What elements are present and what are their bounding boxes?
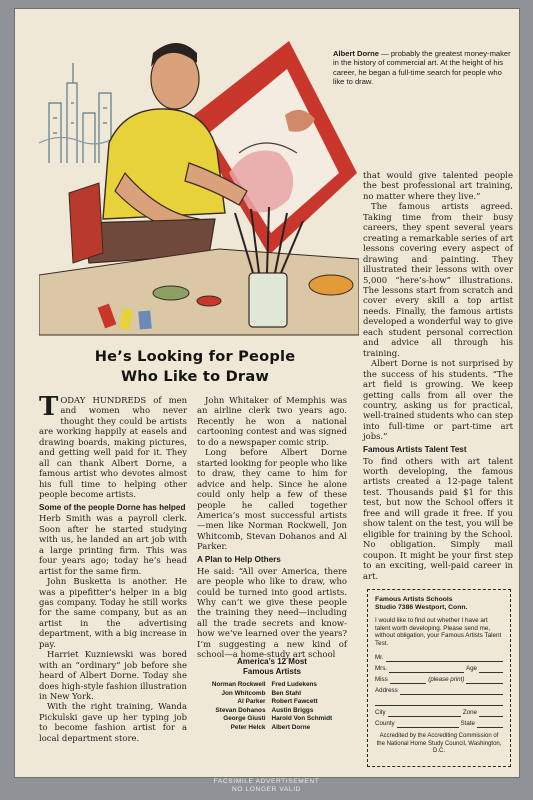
artist-name: Stevan Dohanos [215,706,266,714]
famous-right-column [272,681,333,733]
drop-cap: T [39,392,59,422]
famous-artists-list [197,657,347,733]
famous-left-column [212,681,266,733]
label-address: Address [375,687,398,694]
artist-name: George Giusti [223,715,266,723]
label-zone: Zone [462,709,477,716]
col1-paragraph-2: Herb Smith was a payroll clerk. Soon after he started studying with us, he landed an art job with a large printing firm. This was four years ago; today he’s head artist for the same firm. [39,513,187,576]
artist-name: Harold Von Schmidt [271,715,333,723]
col3-paragraph-1: that would give talented people the best professional art training, no matter where they live.” [363,170,513,201]
artist-name: Jon Whitcomb [221,689,266,697]
col1-p1-text: of men and women who never thought they could be artists are working happily at easels and drawing boards, making pictures, and getting well paid for it. They all can thank Albert Dorne, a famous artist who devotes almost his full time to helping other people become artists. [39,395,188,500]
mrs-line[interactable] [389,671,464,673]
col3-paragraph-4: To find others with art talent worth developing, the famous artists created a 12-page talent test. Thousands paid $1 for this test, but now the School offers it free and will grade it free. If you show talent on the test, you will be eligible for training by the School. No obligation. Simply mail coupon. It might be your first step to an exciting, well-paid career in art. [363,455,513,581]
label-age: Age [465,665,477,672]
label-county: County [375,720,395,727]
famous-artists-names [197,681,347,733]
column-3 [363,170,513,581]
illustration-caption [333,49,513,87]
headline [39,347,351,387]
col1-paragraph-4: Harriet Kuzniewski was bored with an “ordinary” job before she heard of Albert Dorne. Today she does high-style fashion illustration in New York. [39,649,187,702]
famous-title-line-2: Famous Artists [243,667,301,676]
coupon-title-line-1: Famous Artists Schools [375,596,453,603]
coupon-form [375,651,503,728]
column-1 [39,392,188,743]
col2-paragraph-1: John Whitaker of Memphis was an airline clerk two years ago. Recently he won a national cartooning contest and was signed to do a newspaper comic strip. [197,395,347,447]
artist-name: Norman Rockwell [211,681,266,688]
label-mrs: Mrs. [375,665,388,672]
artist-name: Austin Briggs [271,706,314,714]
col3-paragraph-2: The famous artists agreed. Taking time from their busy careers, they spent several years creating a remarkable series of art lessons covering every aspect of drawing and painting. They illustrated their lessons with over 5,000 “here’s-how” illustrations. The lessons start from scratch and cover every skill a top artist needs. Finally, the famous artists developed a wonderful way to give each student personal correction and advice all through his training. [363,201,513,358]
label-miss: Miss [375,676,388,683]
col2-subheading: A Plan to Help Others [197,554,281,564]
label-please-print: (please print) [428,676,465,683]
col1-lead: ODAY HUNDREDS [60,395,147,405]
coupon-county-row[interactable] [375,717,503,728]
caption-name: Albert Dorne [333,49,379,58]
col3-subheading: Famous Artists Talent Test [363,444,467,454]
coupon-title-line-2: Studio 7386 Westport, Conn. [375,604,468,612]
coupon-name-row[interactable] [375,651,503,662]
famous-title-line-1: America’s 12 Most [237,657,307,666]
illustration-artist-at-easel [39,23,359,343]
artist-name: Robert Fawcett [271,698,318,706]
col3-paragraph-3: Albert Dorne is not surprised by the success of his students. “The art field is growing. We keep getting calls from all over the country, asking us for practical, well-trained students who can step into full-time or part-time art jobs.” [363,358,513,442]
label-state: State [460,720,475,727]
col2-paragraph-3: He said: “All over America, there are people who like to draw, who could be turned into good artists. Why can’t we give these people the training they need—including all the trade secrets and know-how we’ve learned over the years? I’m suggesting a new kind of school—a home-study art school [197,565,347,660]
mail-coupon[interactable] [367,589,511,767]
headline-line-1: He’s Looking for People [94,348,296,365]
county-line[interactable] [397,726,459,728]
col1-paragraph-5: With the right training, Wanda Pickulski gave up her typing job to become fashion artist for a local department store. [39,701,187,743]
miss-line-2[interactable] [466,682,503,684]
artist-name: Al Parker [237,698,266,706]
zone-line[interactable] [479,715,503,717]
col1-subheading: Some of the people Dorne has helped [39,502,186,512]
label-mr: Mr. [375,654,384,661]
facsimile-notice [0,778,533,794]
address-line[interactable] [400,693,503,695]
coupon-city-row[interactable] [375,706,503,717]
facsimile-line-2: NO LONGER VALID [232,786,301,793]
column-2 [197,395,347,660]
col1-paragraph-1 [39,392,188,500]
caption-text: — probably the greatest money-maker in the history of commercial art. At the height of his career, he began a full-time search for people who like to draw. [333,49,511,87]
artist-name: Fred Ludekens [271,681,317,688]
city-skyline [39,63,119,163]
city-line[interactable] [388,715,461,717]
coupon-address-row[interactable] [375,684,503,695]
state-line[interactable] [477,726,503,728]
artist-name: Ben Stahl [271,689,301,697]
famous-artists-title [197,657,347,677]
col2-paragraph-2: Long before Albert Dorne started looking for people who like to draw, they came to him for advice and help. Since he alone could only help a few of these people he called together America’s most successful artists —men like Norman Rockwell, Jon Whitcomb, Stevan Dohanos and Al Parker. [197,447,347,552]
accreditation-note: Accredited by the Accrediting Commission of the National Home Study Council, Washington, D.C. [376,733,502,755]
artist-name: Albert Dorne [271,723,311,731]
coupon-title [375,596,503,613]
facsimile-line-1: FACSIMILE ADVERTISEMENT [213,778,320,785]
col1-paragraph-3: John Busketta is another. He was a pipefitter’s helper in a big gas company. Today he still works for the same company, but as an artist in the advertising department, with a big increase in pay. [39,576,187,649]
address-line-2[interactable] [375,704,503,706]
coupon-body: I would like to find out whether I have art talent worth developing. Please send me, without obligation, your Famous Artists Talent Test. [375,616,502,648]
headline-line-2: Who Like to Draw [120,368,270,385]
coupon-miss-row[interactable] [375,673,503,684]
artist-name: Peter Helck [230,723,266,731]
coupon-mrs-row[interactable] [375,662,503,673]
age-line[interactable] [479,671,503,673]
advertisement-page [14,8,520,778]
label-city: City [375,709,386,716]
name-line[interactable] [386,660,503,662]
miss-line[interactable] [390,682,427,684]
coupon-address-row-2[interactable] [375,695,503,706]
